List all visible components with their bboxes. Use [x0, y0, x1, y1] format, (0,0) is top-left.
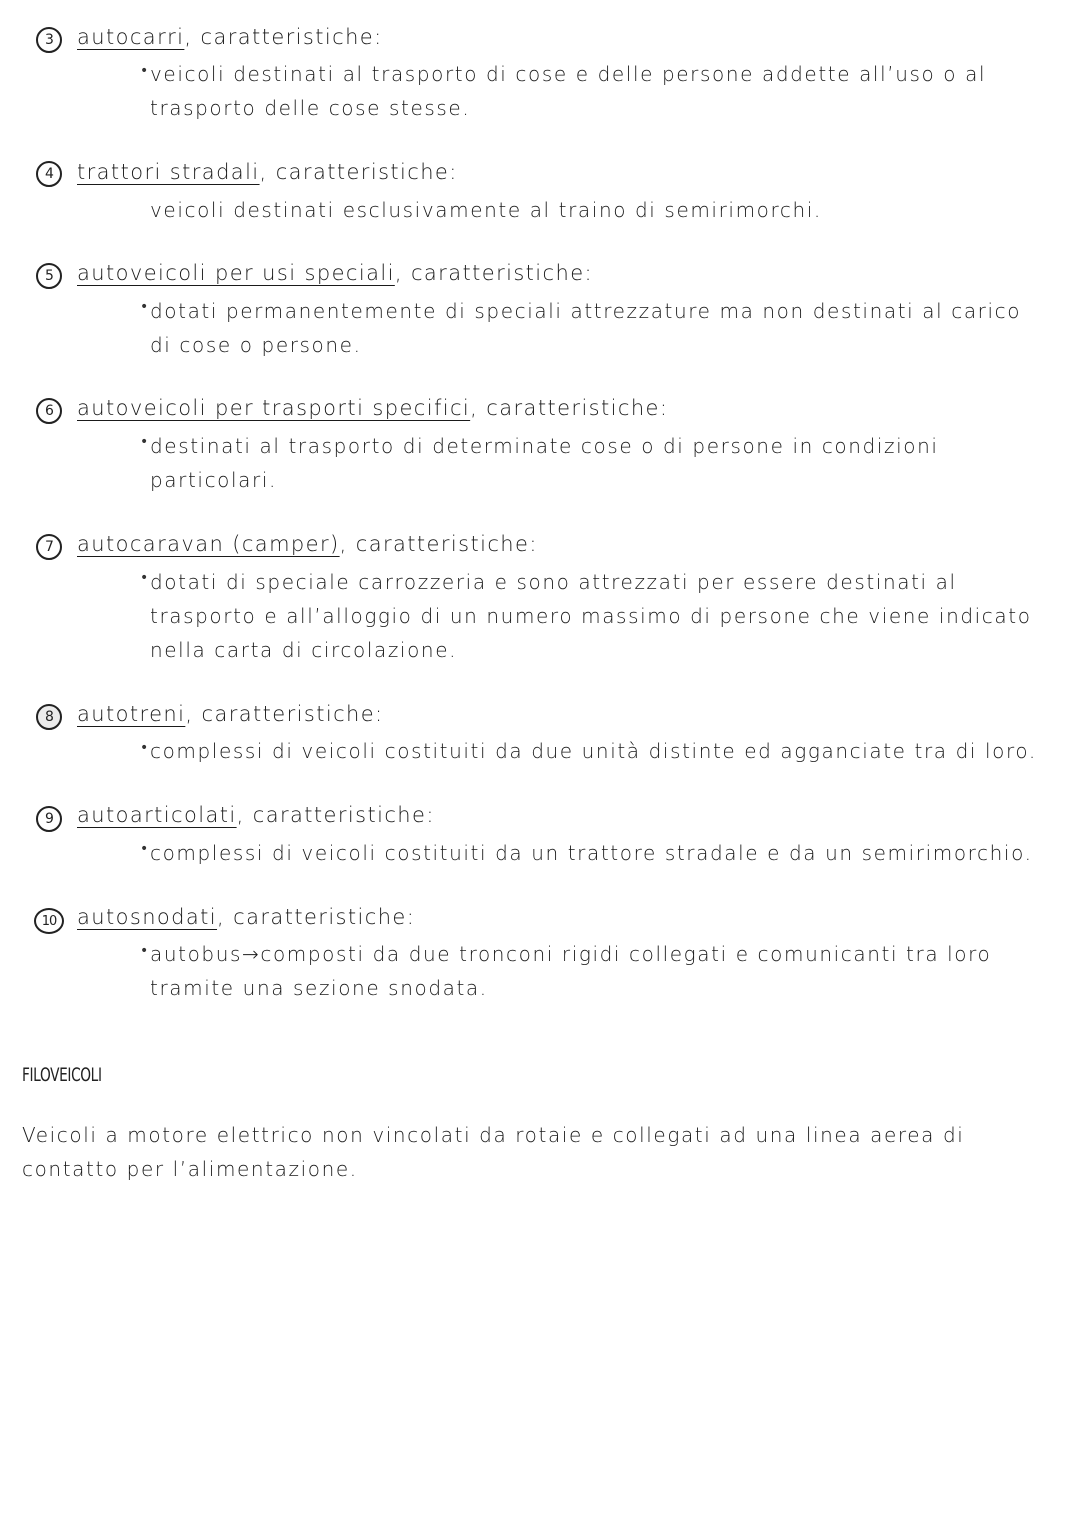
- circled-number-3: 3: [36, 27, 62, 53]
- item-suffix: , caratteristiche:: [394, 261, 593, 285]
- item-description: veicoli destinati esclusivamente al traino di semirimorchi.: [150, 198, 822, 222]
- section-body: Veicoli a motore elettrico non vincolati da rotaie e collegati ad una linea aerea di contatto per l’alimentazione.: [22, 1123, 965, 1181]
- item-description: veicoli destinati al trasporto di cose e delle persone addette all’uso o al trasporto delle cose stesse.: [150, 62, 987, 120]
- item-term: trattori stradali: [77, 160, 260, 184]
- item-term: autosnodati: [77, 905, 218, 929]
- item-suffix: , caratteristiche:: [217, 905, 416, 929]
- item-title: [77, 25, 383, 49]
- bullet-dot: •: [140, 299, 149, 315]
- item-suffix: , caratteristiche:: [185, 702, 384, 726]
- item-description: complessi di veicoli costituiti da un trattore stradale e da un semirimorchio.: [150, 841, 1033, 865]
- item-term: autoveicoli per usi speciali: [77, 261, 395, 285]
- item-title: [77, 160, 458, 184]
- bullet-dot: •: [140, 740, 149, 756]
- circled-number-9: 9: [36, 806, 62, 832]
- circled-number-4: 4: [36, 161, 62, 187]
- item-title: [77, 261, 593, 285]
- circled-number-7: 7: [36, 534, 62, 560]
- circled-number-10: 10: [34, 908, 64, 934]
- bullet-dot: •: [140, 841, 149, 857]
- item-description: destinati al trasporto di determinate cose o di persone in condizioni particolari.: [150, 434, 939, 492]
- item-suffix: , caratteristiche:: [184, 25, 383, 49]
- circled-number-8: 8: [36, 704, 62, 730]
- item-title: [77, 803, 435, 827]
- bullet-dot: •: [140, 434, 149, 450]
- bullet-dot: •: [140, 570, 149, 586]
- item-title: [77, 396, 668, 420]
- item-description: dotati permanentemente di speciali attrezzature ma non destinati al carico di cose o persone.: [150, 299, 1022, 357]
- item-suffix: , caratteristiche:: [236, 803, 435, 827]
- item-title: [77, 532, 538, 556]
- item-term: autotreni: [77, 702, 186, 726]
- item-description: autobus→composti da due tronconi rigidi collegati e comunicanti tra loro tramite una sezione snodata.: [150, 942, 992, 1000]
- bullet-dot: •: [140, 63, 149, 79]
- circled-number-6: 6: [36, 398, 62, 424]
- item-suffix: , caratteristiche:: [339, 532, 538, 556]
- item-suffix: , caratteristiche:: [470, 396, 669, 420]
- item-description: complessi di veicoli costituiti da due unità distinte ed agganciate tra di loro.: [150, 739, 1037, 763]
- item-title: [77, 905, 415, 929]
- item-term: autocarri: [77, 25, 185, 49]
- item-title: [77, 702, 384, 726]
- item-description: dotati di speciale carrozzeria e sono attrezzati per essere destinati al trasporto e all’alloggio di un numero massimo di persone che viene indicato nella carta di circolazione.: [150, 570, 1032, 662]
- item-term: autoarticolati: [77, 803, 237, 827]
- item-suffix: , caratteristiche:: [259, 160, 458, 184]
- bullet-dot: •: [140, 943, 149, 959]
- item-term: autoveicoli per trasporti specifici: [77, 396, 471, 420]
- section-heading: FILOVEICOLI: [22, 1064, 102, 1086]
- item-term: autocaravan (camper): [77, 532, 340, 556]
- circled-number-5: 5: [36, 263, 62, 289]
